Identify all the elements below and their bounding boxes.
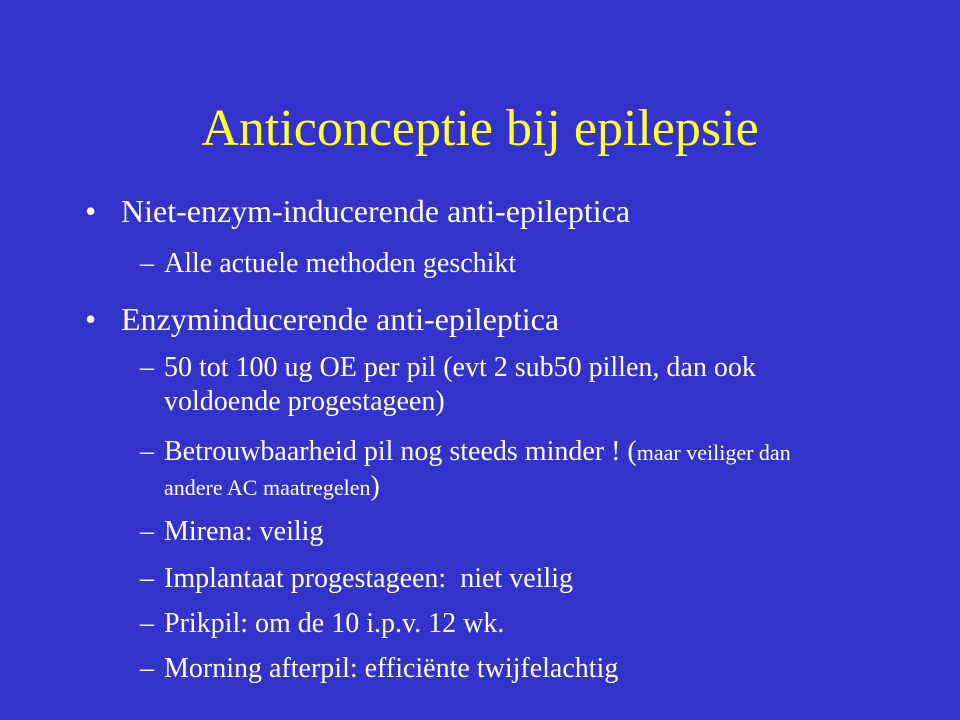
- sub-bullet-all-methods: [140, 247, 920, 281]
- sub-bullet-text: [164, 435, 920, 505]
- sub-bullet-morning-after: [140, 652, 920, 686]
- sub-bullet-main-text: Betrouwbaarheid pil nog steeds minder ! (: [164, 436, 637, 467]
- bullet-text: Niet-enzym-inducerende anti-epileptica: [121, 193, 631, 229]
- bullet-marker: •: [85, 193, 97, 229]
- bullet-marker: •: [85, 301, 97, 337]
- sub-bullet-dosage: [140, 351, 920, 419]
- sub-bullet-marker: –: [140, 608, 154, 639]
- sub-bullet-marker: –: [140, 248, 154, 279]
- sub-bullet-text: Mirena: veilig: [164, 516, 324, 547]
- sub-bullet-mirena: [140, 515, 920, 549]
- sub-bullet-note: andere AC maatregelen: [164, 475, 371, 500]
- sub-bullet-text: Morning afterpil: efficiënte twijfelachtig: [164, 653, 619, 684]
- sub-bullet-text: Alle actuele methoden geschikt: [164, 248, 517, 279]
- sub-bullet-reliability: [140, 435, 920, 505]
- sub-bullet-marker: –: [140, 563, 154, 594]
- bullet-text: Enzyminducerende anti-epileptica: [121, 301, 560, 337]
- sub-bullet-line: voldoende progestageen): [164, 386, 445, 417]
- sub-bullet-prikpil: [140, 607, 920, 641]
- sub-bullet-marker: –: [140, 516, 154, 547]
- sub-bullet-text: Prikpil: om de 10 i.p.v. 12 wk.: [164, 608, 505, 639]
- sub-bullet-marker: –: [140, 653, 154, 684]
- sub-bullet-note: maar veiliger dan: [636, 440, 791, 465]
- sub-bullet-text: [164, 351, 920, 419]
- sub-bullet-marker: –: [140, 436, 154, 467]
- sub-bullet-implant: [140, 562, 920, 596]
- sub-bullet-line: 50 tot 100 ug OE per pil (evt 2 sub50 pillen, dan ook: [164, 352, 756, 383]
- sub-bullet-marker: –: [140, 352, 154, 383]
- sub-bullet-text: Implantaat progestageen: niet veilig: [164, 563, 573, 594]
- sub-bullet-close-paren: ): [370, 471, 380, 502]
- slide-title: Anticonceptie bij epilepsie: [201, 100, 759, 157]
